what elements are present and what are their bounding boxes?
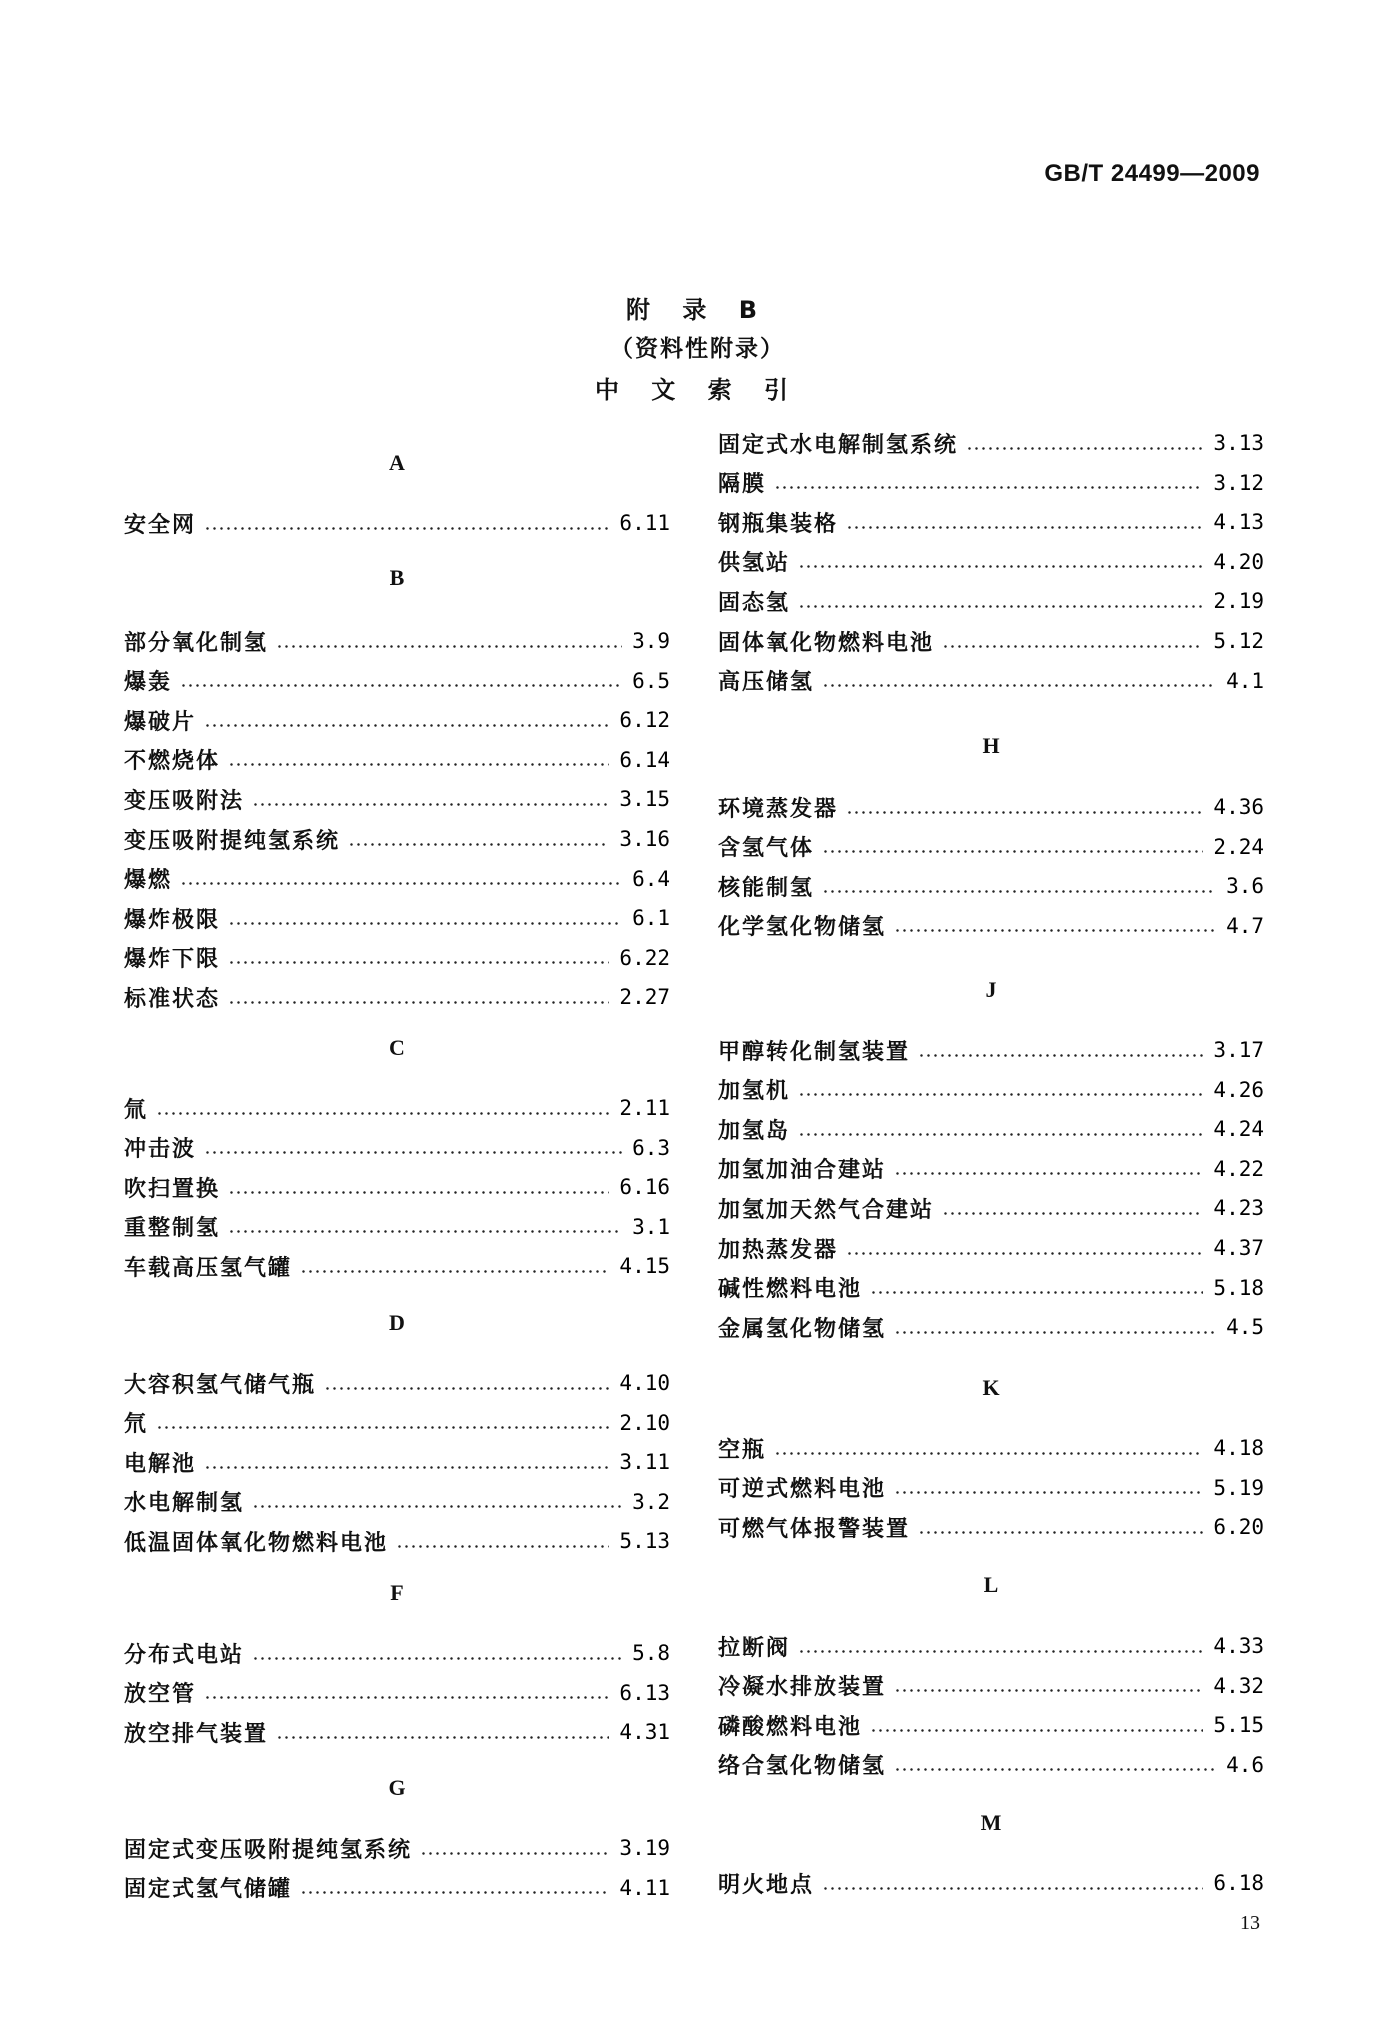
index-term: 加氢岛 [718, 1118, 791, 1144]
index-term: 碱性燃料电池 [718, 1277, 863, 1303]
index-ref: 2.27 [619, 985, 670, 1010]
index-term: 可燃气体报警装置 [718, 1516, 911, 1542]
dot-leader [966, 447, 1203, 450]
page-number: 13 [1240, 1912, 1260, 1934]
index-ref: 3.12 [1213, 470, 1264, 495]
index-term: 高压储氢 [718, 670, 815, 696]
index-entry [124, 508, 670, 538]
index-ref: 2.19 [1213, 589, 1264, 614]
index-entry [124, 824, 670, 854]
dot-leader [822, 684, 1216, 687]
index-entry [718, 1312, 1264, 1342]
index-term: 拉断阀 [718, 1635, 791, 1661]
index-entry [718, 1233, 1264, 1263]
index-ref: 3.17 [1213, 1038, 1264, 1062]
index-entry [718, 792, 1264, 822]
index-ref: 5.15 [1213, 1713, 1264, 1738]
index-ref: 6.13 [619, 1680, 670, 1705]
index-entry [124, 745, 670, 775]
index-term: 水电解制氢 [124, 1491, 245, 1517]
index-letter-heading: F [390, 1580, 404, 1605]
dot-leader [870, 1291, 1203, 1294]
index-entry [718, 547, 1264, 577]
index-entry [718, 507, 1264, 537]
dot-leader [894, 929, 1216, 932]
index-ref: 6.16 [619, 1175, 670, 1200]
index-ref: 6.12 [619, 708, 670, 733]
index-ref: 4.6 [1226, 1752, 1264, 1777]
index-ref: 4.31 [619, 1720, 670, 1745]
index-term: 金属氢化物储氢 [718, 1316, 887, 1342]
index-entry [718, 666, 1264, 696]
dot-leader [798, 565, 1203, 568]
dot-leader [228, 763, 609, 766]
index-term: 固定式变压吸附提纯氢系统 [124, 1837, 413, 1863]
dot-leader [300, 1270, 609, 1273]
index-entry [718, 626, 1264, 656]
index-term: 化学氢化物储氢 [718, 915, 887, 941]
index-entry [124, 1526, 670, 1556]
index-term: 吹扫置换 [124, 1176, 221, 1202]
dot-leader [252, 1505, 622, 1508]
index-term: 固定式水电解制氢系统 [718, 432, 959, 458]
index-entry [124, 1212, 670, 1242]
dot-leader [396, 1545, 609, 1548]
index-entry [718, 911, 1264, 941]
index-ref: 6.1 [632, 906, 670, 931]
index-ref: 4.37 [1213, 1236, 1264, 1260]
index-entry [124, 1638, 670, 1668]
dot-leader [894, 1689, 1203, 1692]
index-ref: 2.10 [619, 1410, 670, 1435]
standard-code: GB/T 24499—2009 [1044, 160, 1260, 187]
index-term: 爆破片 [124, 709, 197, 735]
dot-leader [276, 1736, 609, 1739]
dot-leader [798, 1650, 1203, 1653]
dot-leader [252, 803, 609, 806]
dot-leader [942, 645, 1203, 648]
index-entry [718, 1868, 1264, 1898]
index-ref: 3.11 [619, 1450, 670, 1475]
dot-leader [276, 645, 622, 648]
index-ref: 4.13 [1213, 510, 1264, 535]
index-term: 冷凝水排放装置 [718, 1675, 887, 1701]
index-term: 大容积氢气储气瓶 [124, 1372, 317, 1398]
index-term: 可逆式燃料电池 [718, 1477, 887, 1503]
index-term: 加氢加天然气合建站 [718, 1197, 935, 1223]
index-ref: 6.20 [1213, 1515, 1264, 1540]
index-entry [718, 428, 1264, 458]
index-term: 不燃烧体 [124, 749, 221, 775]
index-entry [124, 666, 670, 696]
index-ref: 3.2 [632, 1489, 670, 1514]
index-term: 放空管 [124, 1682, 197, 1708]
index-ref: 6.11 [619, 511, 670, 535]
index-entry [718, 1631, 1264, 1661]
index-term: 冲击波 [124, 1137, 197, 1163]
index-ref: 4.24 [1213, 1117, 1264, 1142]
index-term: 核能制氢 [718, 875, 815, 901]
index-ref: 3.16 [619, 827, 670, 851]
index-ref: 4.33 [1213, 1634, 1264, 1658]
index-entry [718, 1671, 1264, 1701]
index-letter-heading: L [983, 1572, 999, 1597]
dot-leader [798, 1133, 1203, 1136]
index-term: 分布式电站 [124, 1642, 245, 1668]
index-entry [718, 468, 1264, 498]
dot-leader [228, 961, 609, 964]
index-entry [718, 1154, 1264, 1184]
dot-leader [228, 1191, 609, 1194]
index-ref: 6.22 [619, 945, 670, 970]
index-ref: 4.7 [1226, 913, 1264, 938]
index-ref: 4.11 [619, 1875, 670, 1900]
dot-leader [774, 486, 1203, 489]
index-entry [124, 1873, 670, 1903]
appendix-type: （资料性附录） [610, 336, 785, 362]
dot-leader [180, 882, 622, 885]
dot-leader [822, 850, 1203, 853]
dot-leader [894, 1172, 1203, 1175]
dot-leader [300, 1891, 609, 1894]
index-ref: 4.1 [1226, 668, 1264, 693]
index-term: 爆炸下限 [124, 947, 221, 973]
index-term: 加氢机 [718, 1079, 791, 1105]
index-ref: 6.4 [632, 866, 670, 891]
index-ref: 4.22 [1213, 1156, 1264, 1181]
index-ref: 6.14 [619, 747, 670, 772]
index-entry [124, 1447, 670, 1477]
index-term: 低温固体氧化物燃料电池 [124, 1530, 389, 1556]
index-entry [718, 1193, 1264, 1223]
index-letter-heading: G [388, 1775, 406, 1800]
index-term: 磷酸燃料电池 [718, 1714, 863, 1740]
index-ref: 4.5 [1226, 1315, 1264, 1340]
dot-leader [252, 1657, 622, 1660]
dot-leader [870, 1729, 1203, 1732]
index-term: 安全网 [124, 512, 197, 538]
dot-leader [774, 1452, 1203, 1455]
index-ref: 2.11 [619, 1096, 670, 1120]
dot-leader [228, 1001, 609, 1004]
index-ref: 3.13 [1213, 431, 1264, 455]
index-term: 固态氢 [718, 590, 791, 616]
index-term: 络合氢化物储氢 [718, 1754, 887, 1780]
index-term: 重整制氢 [124, 1216, 221, 1242]
index-term: 甲醇转化制氢装置 [718, 1039, 911, 1065]
index-term: 氘 [124, 1412, 149, 1438]
index-term: 供氢站 [718, 551, 791, 577]
dot-leader [798, 605, 1203, 608]
dot-leader [798, 1093, 1203, 1096]
index-ref: 3.6 [1226, 874, 1264, 899]
dot-leader [324, 1387, 609, 1390]
dot-leader [180, 684, 622, 687]
index-term: 固体氧化物燃料电池 [718, 630, 935, 656]
index-ref: 4.26 [1213, 1077, 1264, 1102]
index-entry [718, 1473, 1264, 1503]
index-entry [718, 1114, 1264, 1144]
index-ref: 5.12 [1213, 629, 1264, 653]
dot-leader [846, 1252, 1203, 1255]
index-ref: 3.15 [619, 787, 670, 812]
dot-leader [204, 1466, 609, 1469]
index-entry [718, 1512, 1264, 1542]
dot-leader [822, 1887, 1203, 1890]
index-term: 爆燃 [124, 868, 173, 894]
index-entry [124, 784, 670, 814]
index-term: 隔膜 [718, 472, 767, 498]
index-entry [718, 1075, 1264, 1105]
index-title: 中 文 索 引 [594, 376, 801, 404]
index-entry [124, 1717, 670, 1747]
appendix-title: 附 录 B [625, 296, 769, 324]
index-entry [124, 1093, 670, 1123]
index-entry [718, 586, 1264, 616]
index-entry [124, 1251, 670, 1281]
dot-leader [846, 811, 1203, 814]
index-term: 加氢加油合建站 [718, 1158, 887, 1184]
index-ref: 5.8 [632, 1641, 670, 1665]
index-entry [124, 1133, 670, 1163]
dot-leader [228, 922, 622, 925]
index-letter-heading: A [389, 450, 405, 475]
index-ref: 5.13 [619, 1529, 670, 1554]
index-entry [124, 1678, 670, 1708]
index-entry [124, 1368, 670, 1398]
index-entry [718, 871, 1264, 901]
index-ref: 4.10 [619, 1371, 670, 1395]
dot-leader [894, 1491, 1203, 1494]
index-ref: 3.19 [619, 1836, 670, 1860]
dot-leader [918, 1531, 1203, 1534]
index-term: 环境蒸发器 [718, 796, 839, 822]
dot-leader [894, 1768, 1216, 1771]
index-entry [124, 626, 670, 656]
index-entry [124, 1833, 670, 1863]
index-entry [124, 1487, 670, 1517]
index-letter-heading: H [982, 733, 1000, 758]
index-ref: 5.18 [1213, 1275, 1264, 1300]
index-ref: 2.24 [1213, 834, 1264, 859]
dot-leader [228, 1230, 622, 1233]
index-term: 电解池 [124, 1451, 197, 1477]
index-term: 变压吸附提纯氢系统 [124, 828, 341, 854]
index-entry [718, 1710, 1264, 1740]
dot-leader [348, 843, 609, 846]
index-term: 钢瓶集装格 [718, 511, 839, 537]
index-ref: 6.3 [632, 1135, 670, 1160]
index-letter-heading: D [389, 1310, 405, 1335]
index-term: 爆炸极限 [124, 907, 221, 933]
index-entry [124, 1172, 670, 1202]
index-term: 含氢气体 [718, 836, 815, 862]
index-term: 明火地点 [718, 1872, 815, 1898]
index-letter-heading: J [985, 977, 997, 1002]
index-term: 部分氧化制氢 [124, 630, 269, 656]
index-ref: 6.5 [632, 668, 670, 693]
index-entry [718, 1035, 1264, 1065]
index-entry [124, 864, 670, 894]
index-ref: 4.18 [1213, 1436, 1264, 1460]
index-ref: 3.9 [632, 629, 670, 653]
dot-leader [894, 1331, 1216, 1334]
dot-leader [846, 526, 1203, 529]
index-term: 固定式氢气储罐 [124, 1877, 293, 1903]
index-ref: 5.19 [1213, 1475, 1264, 1500]
index-letter-heading: M [980, 1810, 1002, 1835]
index-letter-heading: C [389, 1035, 405, 1060]
dot-leader [204, 724, 609, 727]
index-entry [718, 1433, 1264, 1463]
dot-leader [204, 527, 609, 530]
index-letter-heading: B [389, 565, 405, 590]
dot-leader [420, 1852, 609, 1855]
index-letter-heading: K [982, 1375, 1000, 1400]
index-term: 空瓶 [718, 1437, 767, 1463]
index-ref: 4.36 [1213, 795, 1264, 819]
index-entry [718, 832, 1264, 862]
dot-leader [204, 1696, 609, 1699]
index-entry [718, 1273, 1264, 1303]
index-entry [124, 903, 670, 933]
index-term: 变压吸附法 [124, 788, 245, 814]
dot-leader [156, 1426, 609, 1429]
index-ref: 4.23 [1213, 1196, 1264, 1221]
index-ref: 4.32 [1213, 1673, 1264, 1698]
dot-leader [942, 1212, 1203, 1215]
index-entry [718, 1750, 1264, 1780]
dot-leader [918, 1054, 1203, 1057]
index-entry [124, 705, 670, 735]
index-term: 氚 [124, 1097, 149, 1123]
index-entry [124, 982, 670, 1012]
index-term: 放空排气装置 [124, 1721, 269, 1747]
index-term: 车载高压氢气罐 [124, 1255, 293, 1281]
index-entry [124, 1408, 670, 1438]
index-ref: 4.15 [619, 1254, 670, 1279]
dot-leader [156, 1112, 609, 1115]
index-term: 加热蒸发器 [718, 1237, 839, 1263]
index-term: 爆轰 [124, 670, 173, 696]
dot-leader [822, 890, 1216, 893]
index-entry [124, 943, 670, 973]
index-ref: 3.1 [632, 1214, 670, 1239]
dot-leader [204, 1151, 622, 1154]
index-ref: 4.20 [1213, 549, 1264, 574]
index-term: 标准状态 [124, 986, 221, 1012]
index-ref: 6.18 [1213, 1871, 1264, 1895]
